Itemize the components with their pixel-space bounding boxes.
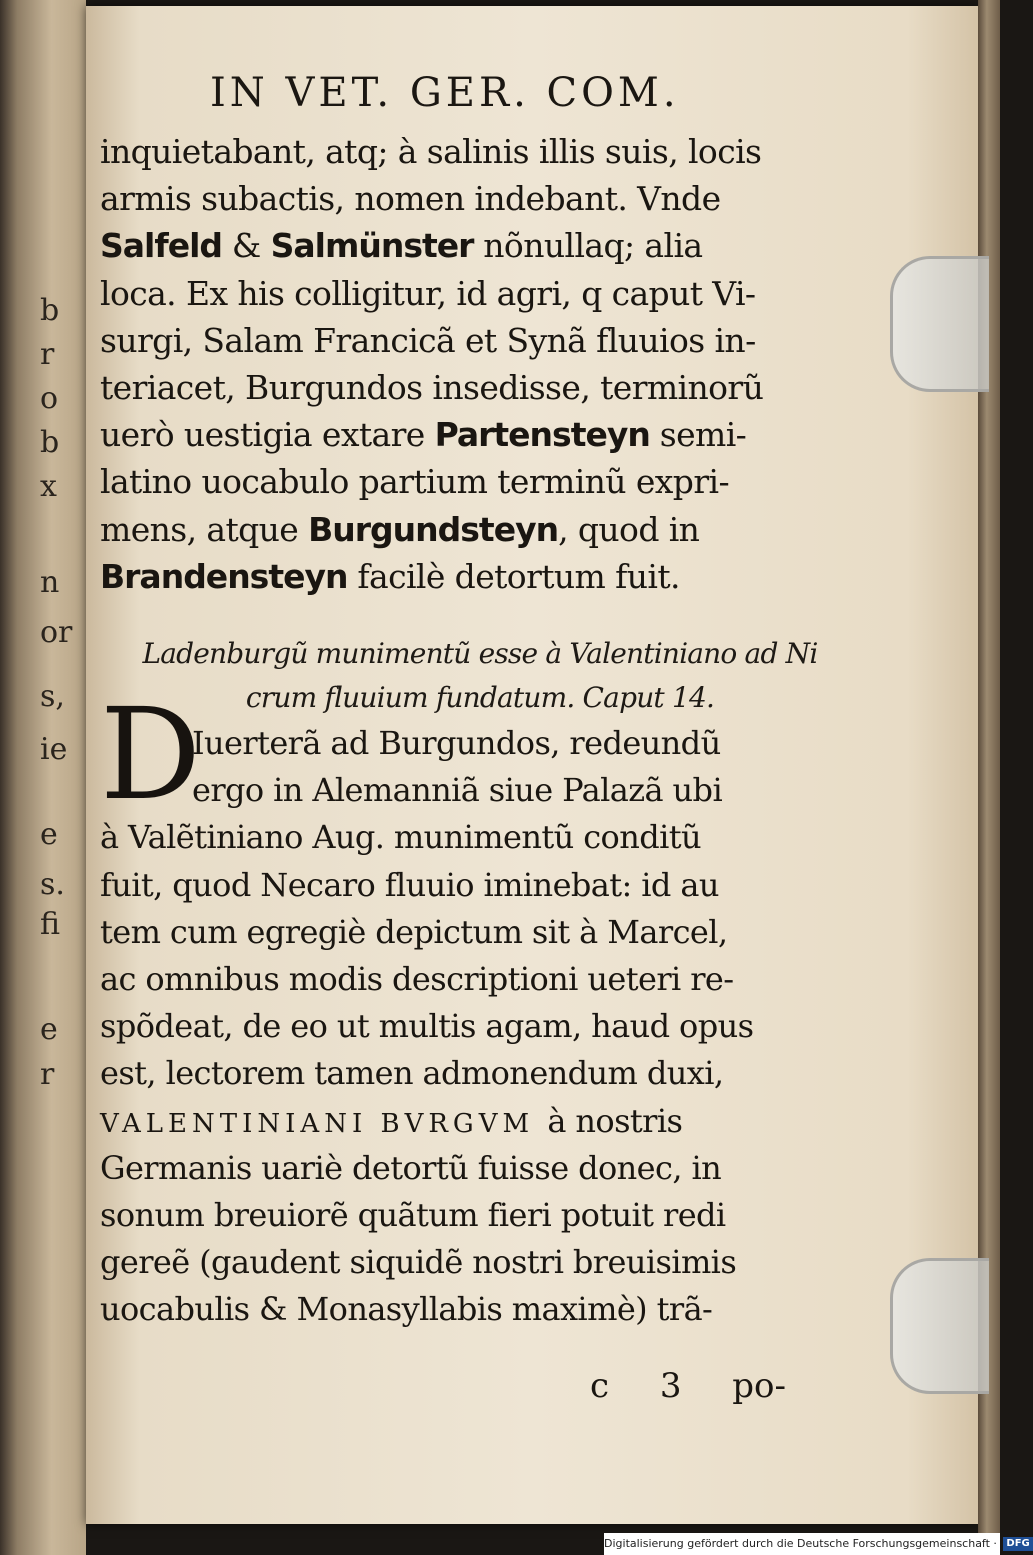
left-fragment: r [40, 337, 55, 372]
text-run: , quod in [558, 509, 700, 549]
left-fragment: n [40, 565, 60, 600]
text-line: gereẽ (gaudent siquidẽ nostri breuisimis [100, 1243, 737, 1282]
left-fragment: o [40, 381, 59, 416]
page-clip-bottom [890, 1258, 989, 1394]
text-line: teriacet, Burgundos insedisse, terminorũ [100, 367, 764, 407]
text-line [100, 1098, 840, 1145]
text-line: ergo in Alemanniã siue Palazã ubi [192, 771, 723, 810]
chapter-heading [120, 632, 840, 720]
left-fragment: fi [40, 907, 61, 942]
text-line [100, 222, 840, 269]
text-line: inquietabant, atq; à salinis illis suis, locis [100, 132, 762, 171]
dfg-logo: DFG [1003, 1537, 1032, 1551]
text-line: sonum breuiorẽ quãtum fieri potuit redi [100, 1195, 726, 1234]
left-fragment: b [40, 293, 60, 328]
left-fragment: b [40, 425, 60, 460]
blackletter-word: Brandensteyn [100, 556, 348, 596]
drop-cap: D [100, 681, 202, 828]
credit-text: Digitalisierung gefördert durch die Deutsche Forschungsgemeinschaft · [604, 1537, 997, 1550]
left-fragment: e [40, 817, 58, 852]
blackletter-word: Salmünster [270, 226, 474, 266]
text-line [100, 553, 840, 600]
catchword: po- [732, 1366, 787, 1406]
signature-mark: c 3 [590, 1366, 682, 1406]
left-fragment: or [40, 615, 73, 650]
blackletter-word: Salfeld [100, 226, 223, 266]
left-fragment: e [40, 1012, 58, 1047]
text-line: fuit, quod Necaro fluuio iminebat: id au [100, 865, 719, 904]
running-title: IN VET. GER. COM. [210, 70, 680, 116]
adjacent-page-edge [0, 0, 86, 1555]
chapter-heading-line: Ladenburgũ munimentũ esse à Valentiniano ad Ni [142, 637, 818, 670]
text-line [100, 411, 840, 458]
chapter-heading-line: crum fluuium fundatum. Caput 14. [245, 681, 715, 714]
text-run: à nostris [547, 1101, 683, 1140]
left-fragment: s. [40, 867, 65, 902]
text-line: surgi, Salam Francicã et Synã fluuios in- [100, 320, 756, 360]
text-line: Germanis uariè detortũ fuisse donec, in [100, 1148, 722, 1187]
text-run: semi- [649, 415, 747, 455]
text-run: & [222, 226, 271, 266]
left-fragment: r [40, 1057, 55, 1092]
text-run: nõnullaq; alia [473, 226, 703, 266]
text-line: Iuerterã ad Burgundos, redeundũ [192, 724, 721, 762]
page-clip-top [890, 256, 989, 392]
text-line: uocabulis & Monasyllabis maximè) trã- [100, 1290, 713, 1329]
text-line: tem cum egregiè depictum sit à Marcel, [100, 912, 728, 951]
left-fragment: x [40, 469, 57, 504]
left-fragment: ie [40, 732, 68, 767]
blackletter-word: Burgundsteyn [308, 509, 559, 549]
text-line: à Valẽtiniano Aug. munimentũ conditũ [100, 818, 701, 857]
blackletter-word: Partensteyn [434, 415, 650, 455]
text-line [100, 506, 840, 553]
text-line: armis subactis, nomen indebant. Vnde [100, 179, 721, 219]
text-line: est, lectorem tamen admonendum duxi, [100, 1054, 724, 1093]
text-run: mens, atque [100, 509, 309, 549]
catchword-line [590, 1366, 786, 1406]
body-text [100, 128, 840, 600]
text-line: ac omnibus modis descriptioni ueteri re- [100, 959, 734, 998]
digitization-credit [604, 1533, 1030, 1555]
left-fragment: s, [40, 679, 65, 714]
text-run: facilè detortum fuit. [347, 556, 680, 596]
text-run: uerò uestigia extare [100, 415, 435, 455]
chapter-text [100, 720, 840, 1333]
small-caps-run: VALENTINIANI BVRGVM [100, 1108, 548, 1139]
text-line: loca. Ex his colligitur, id agri, q caput Vi- [100, 273, 756, 313]
text-line: spõdeat, de eo ut multis agam, haud opus [100, 1007, 754, 1046]
text-line: latino uocabulo partium terminũ expri- [100, 462, 729, 502]
